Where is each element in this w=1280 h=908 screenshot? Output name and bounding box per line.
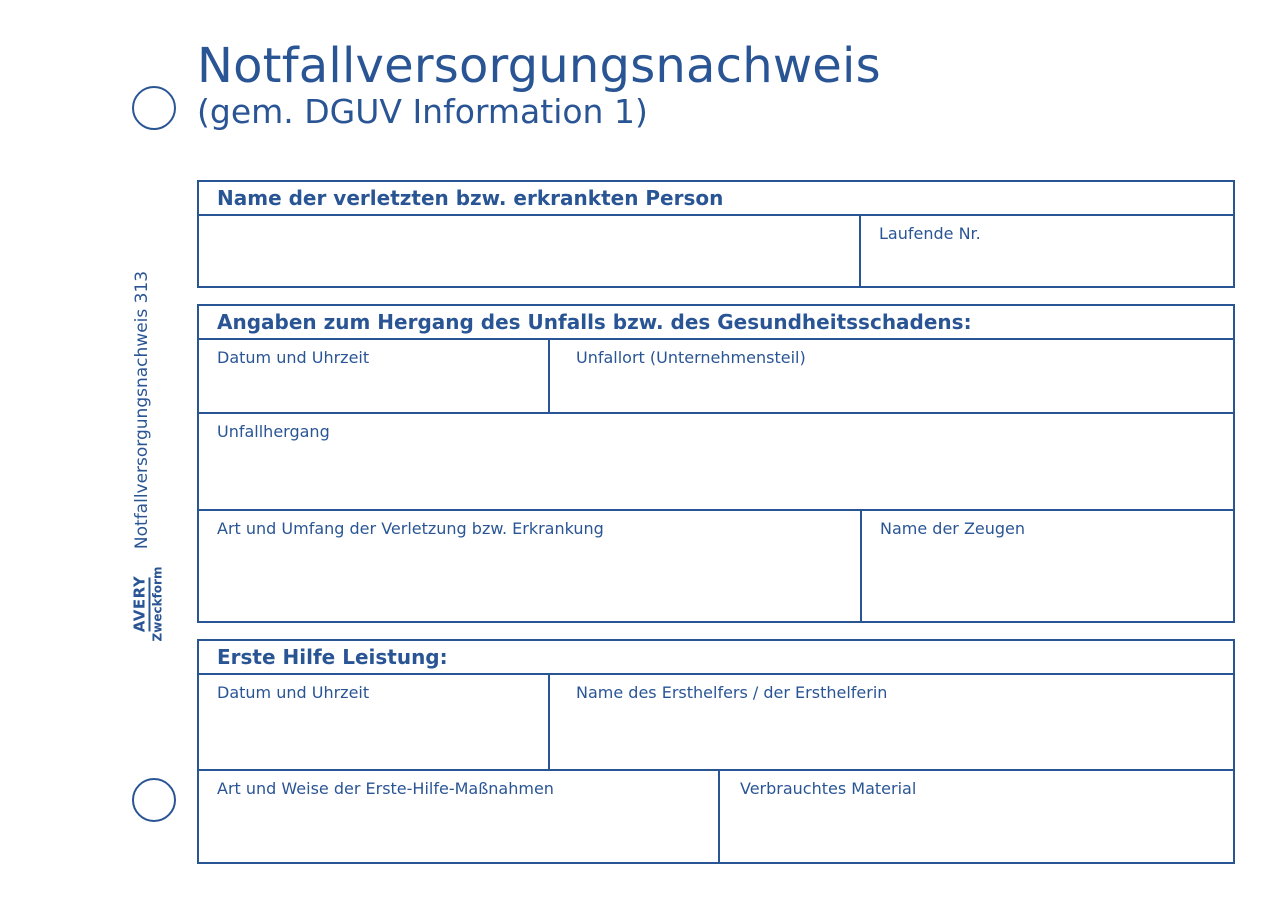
unfallhergang-field[interactable]: [199, 414, 1233, 509]
unfallort-label: Unfallort (Unternehmensteil): [576, 348, 806, 367]
verletzung-field[interactable]: [199, 511, 860, 621]
section-unfall-heading: Angaben zum Hergang des Unfalls bzw. des Gesundheitsschadens:: [199, 306, 1233, 340]
unfallhergang-label: Unfallhergang: [217, 422, 330, 441]
ersthelfer-label: Name des Ersthelfers / der Ersthelferin: [576, 683, 888, 702]
section-person: [197, 180, 1235, 288]
zeugen-field[interactable]: [860, 511, 1233, 621]
ersthelfer-field[interactable]: [548, 675, 1233, 769]
erste-hilfe-row-2: [199, 771, 1233, 862]
logo-line-1: AVERY: [130, 575, 149, 633]
punch-hole-bottom: [132, 778, 176, 822]
section-unfall: [197, 304, 1235, 623]
erste-hilfe-row-1: [199, 675, 1233, 771]
form-subtitle: (gem. DGUV Information 1): [197, 92, 648, 131]
material-field[interactable]: [718, 771, 1233, 862]
unfall-datum-field[interactable]: [199, 340, 548, 412]
form-title: Notfallversorgungsnachweis: [197, 38, 881, 94]
unfallort-field[interactable]: [548, 340, 1233, 412]
laufende-nr-field[interactable]: [859, 216, 1233, 286]
logo-line-2: Zweckform: [150, 566, 165, 642]
erste-hilfe-datum-field[interactable]: [199, 675, 548, 769]
section-erste-hilfe-heading: Erste Hilfe Leistung:: [199, 641, 1233, 675]
unfall-datum-label: Datum und Uhrzeit: [217, 348, 370, 367]
side-form-label: Notfallversorgungsnachweis 313: [132, 270, 152, 550]
laufende-nr-label: Laufende Nr.: [879, 224, 981, 243]
person-name-field[interactable]: [199, 216, 859, 286]
person-row: [199, 216, 1233, 286]
unfall-row-1: [199, 340, 1233, 414]
erste-hilfe-datum-label: Datum und Uhrzeit: [217, 683, 370, 702]
massnahmen-field[interactable]: [199, 771, 718, 862]
punch-hole-top: [132, 86, 176, 130]
massnahmen-label: Art und Weise der Erste-Hilfe-Maßnahmen: [217, 779, 554, 798]
material-label: Verbrauchtes Material: [740, 779, 917, 798]
verletzung-label: Art und Umfang der Verletzung bzw. Erkrankung: [217, 519, 604, 538]
zeugen-label: Name der Zeugen: [880, 519, 1026, 538]
unfall-row-3: [199, 511, 1233, 621]
unfall-row-2: [199, 414, 1233, 511]
section-erste-hilfe: [197, 639, 1235, 864]
section-person-heading: Name der verletzten bzw. erkrankten Person: [199, 182, 1233, 216]
avery-zweckform-logo: [130, 566, 165, 642]
